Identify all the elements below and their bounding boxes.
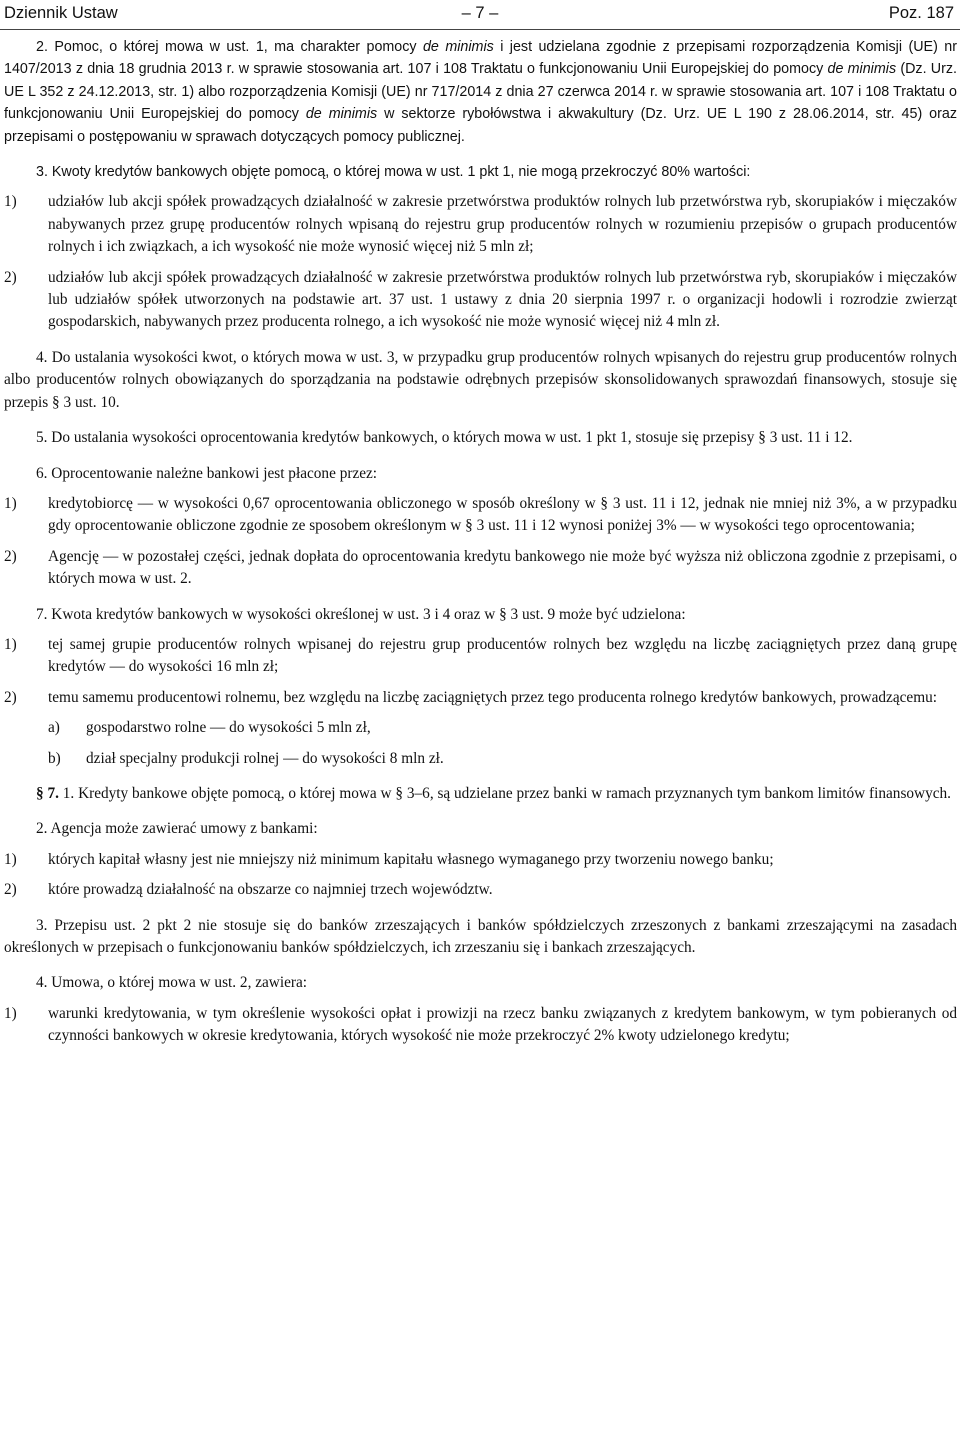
sub-list-letter: b) — [48, 749, 61, 767]
list-item — [4, 879, 957, 901]
paragraph-4: 4. Do ustalania wysokości kwot, o których mowa w ust. 3, w przypadku grup producentów rolnych wpisanych do rejestru grup producentów rolnych albo producentów rolnych obowiązanych do sporządzania na podstawie odrębnych przepisów skonsolidowanych sprawozdań finansowych, stosuje się przepis § 3 ust. 10. — [4, 348, 957, 411]
list-item — [4, 493, 957, 538]
list-number: 2) — [4, 268, 17, 286]
document-body — [4, 36, 957, 1048]
list-item — [4, 849, 957, 871]
list-text: temu samemu producentowi rolnemu, bez względu na liczbę zaciągniętych przez tego producenta rolnego kredytów bankowych, prowadzącemu: — [48, 688, 937, 706]
list-item — [4, 1003, 957, 1048]
section-7-paragraph-4-intro: 4. Umowa, o której mowa w ust. 2, zawiera: — [36, 974, 308, 992]
list-number: 1) — [4, 635, 17, 653]
list-number: 1) — [4, 850, 17, 868]
list-text: które prowadzą działalność na obszarze co najmniej trzech województw. — [48, 881, 493, 899]
list-number: 1) — [4, 1004, 17, 1022]
section-7-paragraph-1 — [4, 783, 957, 805]
page-number: – 7 – — [461, 4, 499, 22]
list-number: 2) — [4, 881, 17, 899]
sub-list-letter: a) — [48, 719, 60, 737]
section-7-paragraph-3: 3. Przepisu ust. 2 pkt 2 nie stosuje się do banków zrzeszających i banków spółdzielczych zrzeszonych z bankami zrzeszającymi na zasadach określonych w przepisach o funkcjonowaniu banków spółdzielczych, ich zrzeszaniu się i bankach zrzeszających. — [4, 916, 957, 956]
list-number: 2) — [4, 688, 17, 706]
list-item — [4, 546, 957, 591]
list-item — [4, 267, 957, 334]
list-item — [4, 687, 957, 709]
list-number: 2) — [4, 547, 17, 565]
journal-title: Dziennik Ustaw — [4, 4, 118, 22]
paragraph-2 — [4, 36, 957, 148]
para-2-text-1: 2. Pomoc, o której mowa w ust. 1, ma charakter pomocy — [36, 39, 423, 55]
para-2-text-4: w sektorze rybołówstwa i akwakultury (Dz. Urz. UE L 190 z 28.06.2014, str. 45) oraz przepisami o postępowaniu w sprawach dotyczących pomocy publicznej. — [4, 106, 957, 145]
page-header — [0, 0, 960, 24]
paragraph-5: 5. Do ustalania wysokości oprocentowania kredytów bankowych, o których mowa w ust. 1 pkt 1, stosuje się przepisy § 3 ust. 11 i 12. — [36, 429, 853, 447]
section-sign: § 7. — [36, 784, 59, 802]
section-7-text: 1. Kredyty bankowe objęte pomocą, o której mowa w § 3–6, są udzielane przez banki w ramach przyznanych tym bankom limitów finansowych. — [58, 784, 952, 802]
paragraph-6-intro: 6. Oprocentowanie należne bankowi jest płacone przez: — [36, 464, 378, 482]
para-2-text-2: i jest udzielana zgodnie z przepisami rozporządzenia Komisji (UE) nr 1407/2013 z dnia 18 grudnia 2013 r. w sprawie stosowania art. 107 i 108 Traktatu o funkcjonowaniu Unii Europejskiej do pomocy — [4, 39, 957, 78]
list-number: 1) — [4, 494, 17, 512]
list-text: kredytobiorcę — w wysokości 0,67 oprocentowania obliczonego w sposób określony w § 3 ust. 11 i 12, jednak nie mniej niż 3%, a w przypadku gdy oprocentowanie obliczone zgodnie ze sposobem określonym w § 3 ust. 11 i 12 wynosi poniżej 3% — w wysokości tego oprocentowania; — [48, 494, 957, 535]
para-2-italic-2: de minimis — [827, 61, 897, 78]
list-item — [4, 191, 957, 258]
list-text: których kapitał własny jest nie mniejszy niż minimum kapitału własnego wymaganego przy tworzeniu nowego banku; — [48, 850, 774, 868]
para-2-italic-3: de minimis — [305, 106, 378, 123]
sub-list-text: gospodarstwo rolne — do wysokości 5 mln zł, — [86, 719, 371, 737]
sub-list-item — [4, 748, 957, 770]
para-2-text-3: (Dz. Urz. UE L 352 z 24.12.2013, str. 1) albo rozporządzenia Komisji (UE) nr 717/2014 z dnia 27 czerwca 2014 r. w sprawie stosowania art. 107 i 108 Traktatu o funkcjonowaniu Unii Europejskiej do pomocy — [4, 61, 957, 123]
list-text: udziałów lub akcji spółek prowadzących działalność w zakresie przetwórstwa produktów rolnych lub przetwórstwa ryb, skorupiaków i mięczaków lub udziałów spółek utworzonych na podstawie art. 37 ust. 1 ustawy z dnia 20 sierpnia 1997 r. o organizacji hodowli i rozrodzie zwierząt gospodarskich, nabywanych przez producenta rolnego, a ich wysokość nie może wynosić więcej niż 4 mln zł. — [48, 268, 957, 331]
list-number: 1) — [4, 193, 17, 211]
list-text: udziałów lub akcji spółek prowadzących działalność w zakresie przetwórstwa produktów rolnych lub przetwórstwa ryb, skorupiaków i mięczaków nabywanych przez grupę producentów rolnych wpisaną do rejestru grup producentów rolnych w rozumieniu przepisów o grupach producentów rolnych i ich związkach, a ich wysokość nie może wynosić więcej niż 5 mln zł; — [48, 193, 957, 256]
position-number: Poz. 187 — [888, 4, 954, 22]
header-rule — [0, 29, 960, 30]
section-7-paragraph-2-intro: 2. Agencja może zawierać umowy z bankami: — [36, 820, 318, 838]
para-2-italic-1: de minimis — [422, 39, 494, 55]
list-text: warunki kredytowania, w tym określenie wysokości opłat i prowizji na rzecz banku związanych z kredytem bankowym, w tym pobieranych od czynności bankowych w okresie kredytowania, których wysokość nie może przekroczyć 2% kwoty udzielonego kredytu; — [48, 1004, 957, 1045]
paragraph-7-intro: 7. Kwota kredytów bankowych w wysokości określonej w ust. 3 i 4 oraz w § 3 ust. 9 może być udzielona: — [36, 605, 686, 623]
list-text: tej samej grupie producentów rolnych wpisanej do rejestru grup producentów rolnych bez względu na liczbę zaciągniętych przez daną grupę kredytów — do wysokości 16 mln zł; — [48, 635, 957, 676]
sub-list-item — [4, 717, 957, 739]
sub-list-text: dział specjalny produkcji rolnej — do wysokości 8 mln zł. — [86, 749, 444, 767]
paragraph-3-intro: 3. Kwoty kredytów bankowych objęte pomocą, o której mowa w ust. 1 pkt 1, nie mogą przekroczyć 80% wartości: — [36, 164, 751, 181]
list-item — [4, 634, 957, 679]
list-text: Agencję — w pozostałej części, jednak dopłata do oprocentowania kredytu bankowego nie może być wyższa niż obliczona zgodnie z przepisami, o których mowa w ust. 2. — [48, 547, 957, 588]
